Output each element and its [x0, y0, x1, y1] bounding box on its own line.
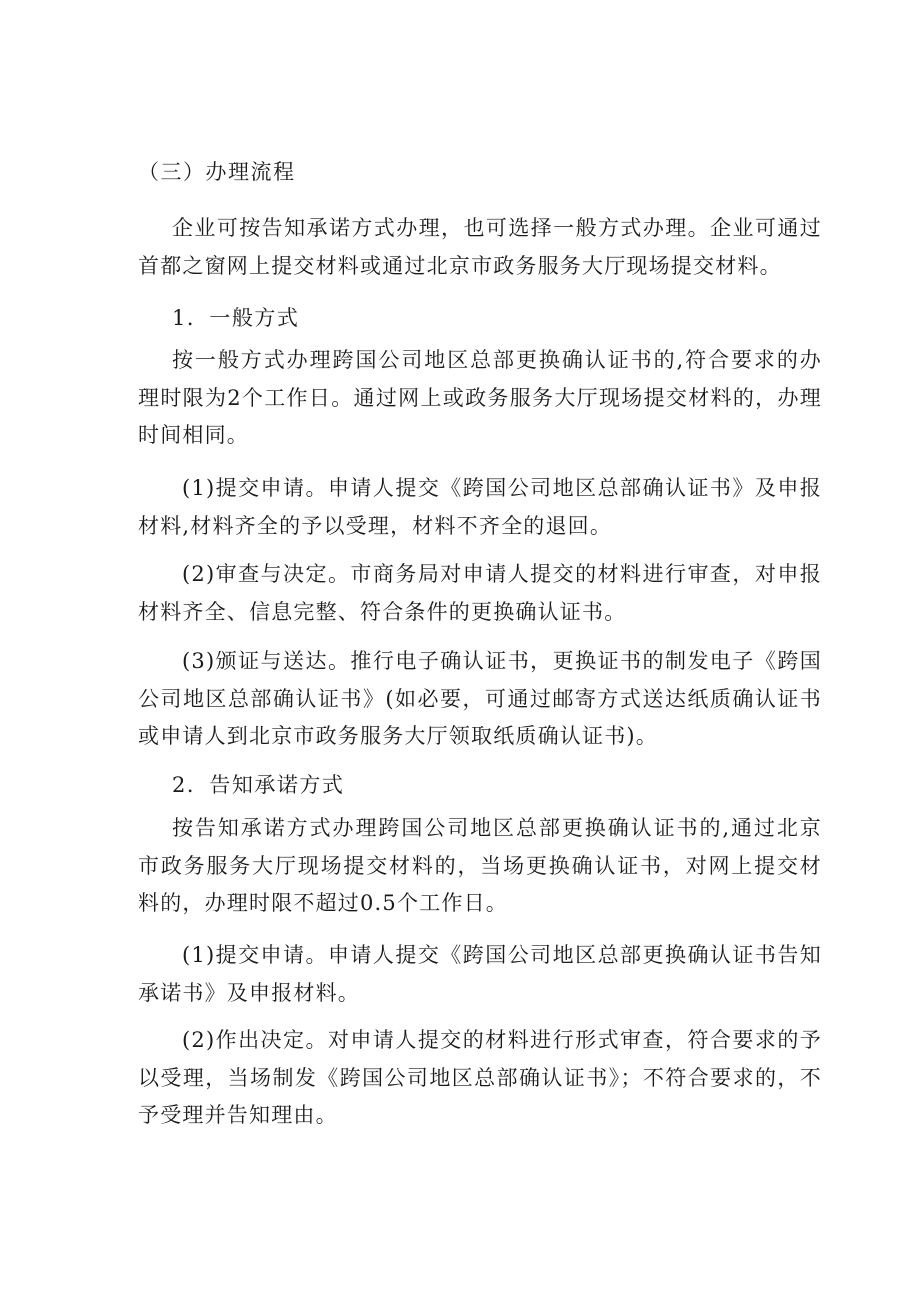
general-step-1: (1)提交申请。申请人提交《跨国公司地区总部确认证书》及申报材料,材料齐全的予以受理，材料不齐全的退回。 [138, 476, 822, 538]
general-step-3: (3)颁证与送达。推行电子确认证书，更换证书的制发电子《跨国公司地区总部确认证书》(如必要，可通过邮寄方式送达纸质确认证书或申请人到北京市政务服务大厅领取纸质确认证书)。 [138, 649, 822, 748]
commitment-step-2: (2)作出决定。对申请人提交的材料进行形式审查，符合要求的予以受理，当场制发《跨国公司地区总部确认证书》；不符合要求的，不予受理并告知理由。 [138, 1028, 822, 1127]
commitment-method-description: 按告知承诺方式办理跨国公司地区总部更换确认证书的,通过北京市政务服务大厅现场提交材料的，当场更换确认证书，对网上提交材料的，办理时限不超过0.5个工作日。 [138, 816, 822, 915]
section-heading: （三）办理流程 [138, 160, 296, 184]
commitment-step-1: (1)提交申请。申请人提交《跨国公司地区总部更换确认证书告知承诺书》及申报材料。 [138, 943, 822, 1005]
general-method-heading: 1．一般方式 [172, 306, 300, 330]
general-method-description: 按一般方式办理跨国公司地区总部更换确认证书的,符合要求的办理时限为2个工作日。通过网上或政务服务大厅现场提交材料的，办理时间相同。 [138, 348, 822, 447]
intro-paragraph: 企业可按告知承诺方式办理，也可选择一般方式办理。企业可通过首都之窗网上提交材料或通过北京市政务服务大厅现场提交材料。 [138, 216, 822, 278]
general-step-2: (2)审查与决定。市商务局对申请人提交的材料进行审查，对申报材料齐全、信息完整、符合条件的更换确认证书。 [138, 562, 822, 624]
commitment-method-heading: 2．告知承诺方式 [172, 773, 345, 797]
